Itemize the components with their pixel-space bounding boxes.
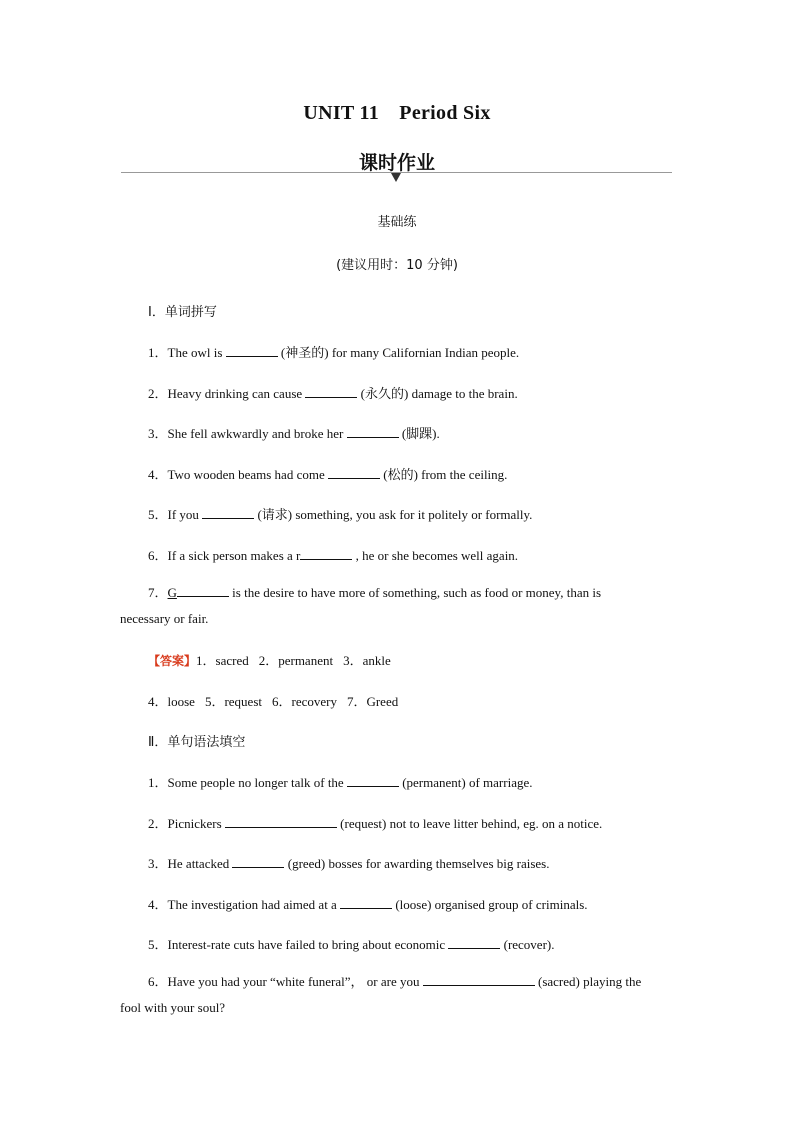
answer-blank[interactable]: [347, 774, 399, 787]
answer-item: 3．ankle: [343, 653, 391, 668]
answer-tag: 【答案】: [148, 654, 197, 668]
answer-blank[interactable]: [305, 385, 357, 398]
s2-item-2: [148, 813, 602, 832]
s2-item-5: [148, 934, 555, 953]
item-text: (loose) organised group of criminals.: [392, 897, 588, 912]
item-text: (sacred) playing the: [534, 974, 642, 989]
item-number: 3．: [148, 426, 168, 441]
answer-item: 7．Greed: [346, 694, 399, 709]
item-text: (神圣的) for many Californian Indian people.: [277, 345, 520, 360]
s1-item-6: [148, 545, 518, 564]
answer-blank[interactable]: [300, 547, 352, 560]
item-number: 3．: [148, 856, 168, 871]
item-text: (脚踝).: [398, 426, 440, 441]
answer-item: 1．sacred: [196, 653, 249, 668]
answer-blank[interactable]: [340, 896, 392, 909]
s1-item-3: [148, 423, 440, 442]
answer-item: 2．permanent: [258, 653, 334, 668]
item-text: , he or she becomes well again.: [352, 548, 519, 563]
item-number: 1．: [148, 775, 168, 790]
item-number: 2．: [148, 386, 168, 401]
item-text: Some people no longer talk of the: [167, 775, 347, 790]
item-number: 6．: [148, 974, 168, 989]
s1-item-5: [148, 504, 532, 523]
s1-item-4: [148, 464, 507, 483]
answer-blank[interactable]: [177, 584, 229, 597]
s1-item-1: [148, 342, 519, 361]
section2-heading: Ⅱ．单句语法填空: [148, 735, 246, 750]
page-subtitle: 课时作业: [358, 152, 435, 174]
item-number: 2．: [148, 816, 168, 831]
item-text: The investigation had aimed at a: [167, 897, 341, 912]
answer-blank[interactable]: [225, 815, 337, 828]
item-number: 5．: [148, 507, 168, 522]
item-text: (permanent) of marriage.: [398, 775, 533, 790]
answer-item: 6．recovery: [272, 694, 337, 709]
item-text: is the desire to have more of something, such as food or money, than is: [228, 585, 602, 600]
item-number: 6．: [148, 548, 168, 563]
s1-item-7: [120, 580, 673, 632]
item-text: (request) not to leave litter behind, eg. on a notice.: [336, 816, 603, 831]
answer-blank[interactable]: [423, 973, 535, 986]
item-text: (请求) something, you ask for it politely or formally.: [254, 507, 533, 522]
answer-blank[interactable]: [232, 855, 284, 868]
hint-letter: G: [167, 585, 177, 600]
item-number: 1．: [148, 345, 168, 360]
answer-item: 5．request: [204, 694, 262, 709]
item-number: 7．: [148, 585, 168, 600]
s1-item-2: [148, 383, 518, 402]
answer-blank[interactable]: [448, 936, 500, 949]
s2-item-1: [148, 772, 533, 791]
item-text: She fell awkwardly and broke her: [167, 426, 347, 441]
answers-line-1: [148, 650, 391, 669]
item-text: (greed) bosses for awarding themselves big raises.: [284, 856, 550, 871]
answers-line-2: [148, 691, 398, 710]
level-label: 基础练: [377, 215, 417, 230]
s2-item-3: [148, 853, 549, 872]
item-text: (recover).: [500, 937, 555, 952]
section1-heading: Ⅰ．单词拼写: [148, 305, 217, 320]
item-text: Have you had your “white funeral”， or are you: [167, 974, 423, 989]
item-text: Picnickers: [167, 816, 225, 831]
time-hint: (建议用时：10 分钟): [336, 258, 458, 273]
answer-item: 4．loose: [148, 694, 195, 709]
s2-item-4: [148, 894, 588, 913]
item-text-continued: necessary or fair.: [120, 611, 209, 626]
item-number: 4．: [148, 897, 168, 912]
item-text: (永久的) damage to the brain.: [357, 386, 518, 401]
item-text-continued: fool with your soul?: [120, 1000, 226, 1015]
answer-blank[interactable]: [202, 506, 254, 519]
item-text: If a sick person makes a r: [167, 548, 301, 563]
item-text: If you: [167, 507, 203, 522]
item-text: (松的) from the ceiling.: [379, 467, 508, 482]
item-text: Two wooden beams had come: [167, 467, 328, 482]
item-number: 4．: [148, 467, 168, 482]
item-text: Heavy drinking can cause: [167, 386, 306, 401]
s2-item-6: [120, 969, 673, 1021]
item-text: The owl is: [167, 345, 226, 360]
item-text: He attacked: [167, 856, 233, 871]
answer-blank[interactable]: [226, 344, 278, 357]
answer-blank[interactable]: [328, 466, 380, 479]
item-text: Interest-rate cuts have failed to bring about economic: [167, 937, 449, 952]
page-title: UNIT 11 Period Six: [303, 102, 491, 124]
item-number: 5．: [148, 937, 168, 952]
answer-blank[interactable]: [347, 425, 399, 438]
triangle-marker-icon: [391, 173, 401, 182]
